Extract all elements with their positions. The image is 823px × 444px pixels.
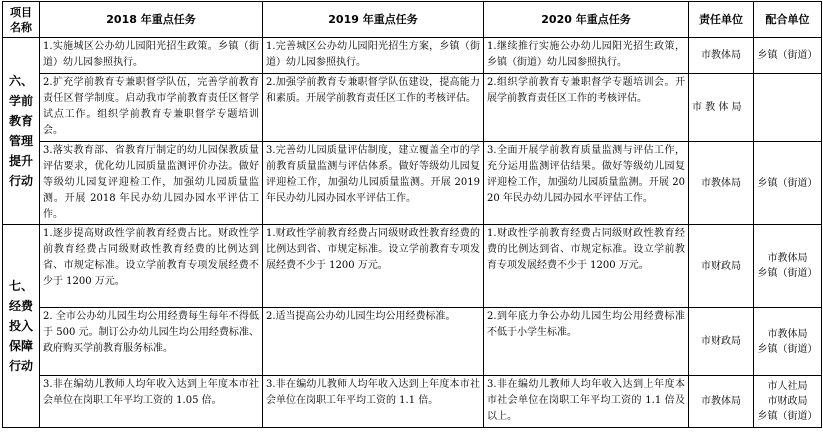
header-2019: 2019 年重点任务 bbox=[263, 2, 484, 38]
task-2019: 2.适当提高公办幼儿园生均公用经费标准。 bbox=[263, 308, 484, 376]
task-2019: 1.财政性学前教育经费占同级财政性教育经费的比例达到省、市规定标准。设立学前教育专项发展经费不少于 1200 万元。 bbox=[263, 225, 484, 308]
task-2018: 1.实施城区公办幼儿园阳光招生政策。乡镇（街道）幼儿园参照执行。 bbox=[40, 38, 263, 74]
responsible-unit: 市教体局 bbox=[689, 38, 754, 74]
task-2018: 2.扩充学前教育专兼职督学队伍，完善学前教育责任区督学制度。启动我市学前教育责任区督学试点工作。组织学前教育专兼职督学专题培训会。 bbox=[40, 74, 263, 142]
table-row bbox=[3, 74, 822, 142]
responsible-unit: 市教体局 bbox=[689, 376, 754, 428]
category-cell: 六、学前教育管理提升行动 bbox=[3, 38, 40, 225]
cooperating-unit: 市人社局 市财政局 乡镇（街道） bbox=[754, 376, 822, 428]
task-2020: 2.组织学前教育专兼职督学专题培训会。开展学前教育责任区工作的考核评估。 bbox=[484, 74, 689, 142]
header-cooperating-unit: 配合单位 bbox=[754, 2, 822, 38]
task-2018: 3.非在编幼儿教师人均年收入达到上年度本市社会单位在岗职工年平均工资的 1.05 倍。 bbox=[40, 376, 263, 428]
task-table bbox=[2, 1, 822, 428]
table-row bbox=[3, 308, 822, 376]
task-2018: 3.落实教育部、省教育厅制定的幼儿园保教质量评估要求，优化幼儿园质量监测评价办法。做好等级幼儿园复评迎检工作，加强幼儿园质量监测。开展 2018 年民办幼儿园办园水平评估工作。 bbox=[40, 142, 263, 225]
responsible-unit: 市 教 体 局 bbox=[689, 74, 754, 142]
category-cell: 七、经费投入保障行动 bbox=[3, 225, 40, 428]
responsible-unit: 市教体局 bbox=[689, 142, 754, 225]
task-2020: 3.全面开展学前教育质量监测与评估工作，充分运用监测评估结果。做好等级幼儿园复评迎检工作，加强幼儿园质量监测。开展 2020 年民办幼儿园办园水平评估工作。 bbox=[484, 142, 689, 225]
task-2020: 2.到年底力争公办幼儿园生均公用经费标准不低于小学生标准。 bbox=[484, 308, 689, 376]
task-2020: 1.财政性学前教育经费占同级财政性教育经费的比例达到省、市规定标准。设立学前教育专项发展经费不少于 1200 万元。 bbox=[484, 225, 689, 308]
cooperating-unit: 乡镇（街道） bbox=[754, 142, 822, 225]
cooperating-unit: 市教体局 乡镇（街道） bbox=[754, 308, 822, 376]
task-2019: 1.完善城区公办幼儿园阳光招生方案，乡镇（街道）幼儿园参照执行。 bbox=[263, 38, 484, 74]
table-row bbox=[3, 142, 822, 225]
responsible-unit: 市财政局 bbox=[689, 225, 754, 308]
responsible-unit: 市财政局 bbox=[689, 308, 754, 376]
table-row bbox=[3, 225, 822, 308]
header-project: 项目名称 bbox=[3, 2, 40, 38]
task-2018: 1.逐步提高财政性学前教育经费占比。财政性学前教育经费占同级财政性教育经费的比例达到省、市规定标准。设立学前教育专项发展经费不少于 1200 万元。 bbox=[40, 225, 263, 308]
cooperating-unit: 市教体局 乡镇（街道） bbox=[754, 225, 822, 308]
table-header-row bbox=[3, 2, 822, 38]
task-2019: 3.非在编幼儿教师人均年收入达到上年度本市社会单位在岗职工年平均工资的 1.1 倍。 bbox=[263, 376, 484, 428]
header-2020: 2020 年重点任务 bbox=[484, 2, 689, 38]
cooperating-unit bbox=[754, 74, 822, 142]
header-2018: 2018 年重点任务 bbox=[40, 2, 263, 38]
task-2018: 2. 全市公办幼儿园生均公用经费每生每年不得低于 500 元。制订公办幼儿园生均公用经费标准、政府购买学前教育服务标准。 bbox=[40, 308, 263, 376]
cooperating-unit: 乡镇（街道） bbox=[754, 38, 822, 74]
task-2019: 2.加强学前教育专兼职督学队伍建设，提高能力和素质。开展学前教育责任区工作的考核评估。 bbox=[263, 74, 484, 142]
table-row bbox=[3, 38, 822, 74]
task-2020: 3.非在编幼儿教师人均年收入达到上年度本市社会单位在岗职工年平均工资的 1.1 倍及以上。 bbox=[484, 376, 689, 428]
task-2019: 3.完善幼儿园质量评估制度，建立覆盖全市的学前教育质量监测与评估体系。做好等级幼儿园复评迎检工作，加强幼儿园质量监测。开展 2019 年民办幼儿园办园水平评估工作。 bbox=[263, 142, 484, 225]
task-2020: 1.继续推行实施公办幼儿园阳光招生政策，乡镇（街道）幼儿园参照执行。 bbox=[484, 38, 689, 74]
table-row bbox=[3, 376, 822, 428]
header-responsible-unit: 责任单位 bbox=[689, 2, 754, 38]
